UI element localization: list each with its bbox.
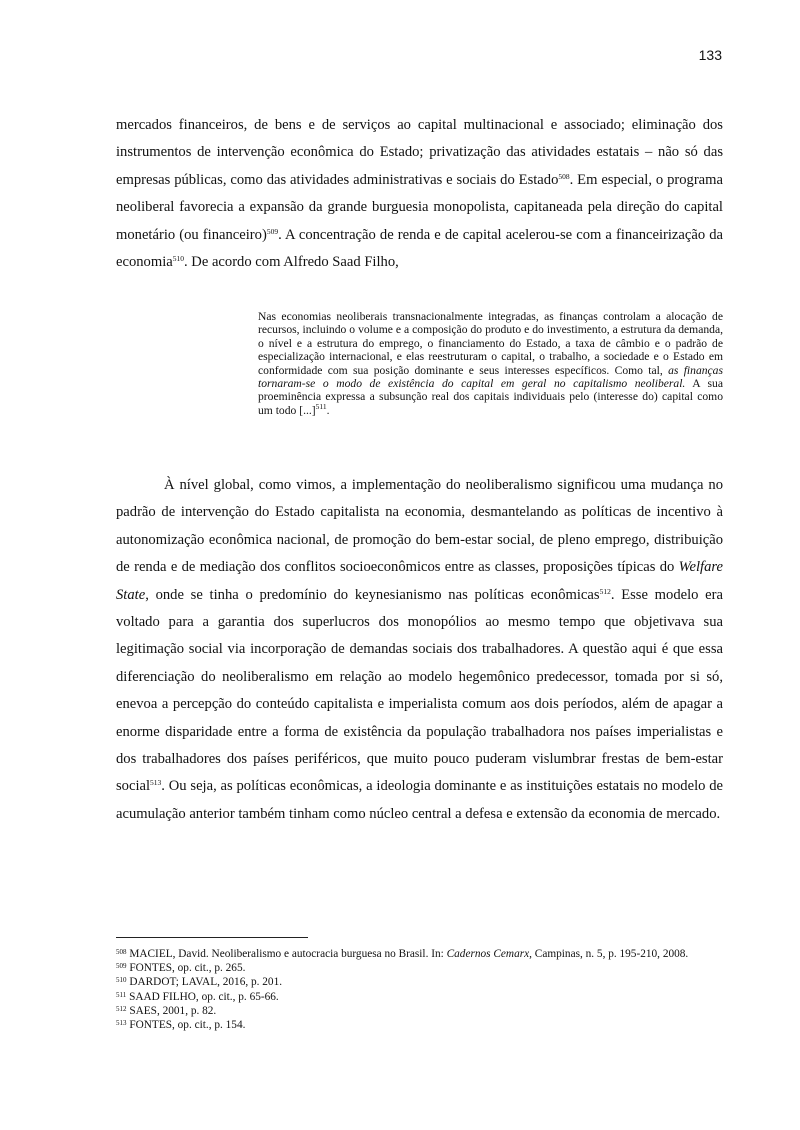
paragraph-1-text-4: . De acordo com Alfredo Saad Filho, [183,254,399,271]
footnote-ref-508[interactable]: 508 [558,171,570,181]
paragraph-1 [116,112,723,276]
paragraph-2-text-3: . Esse modelo era voltado para a garantia dos superlucros dos monopólios ao mesmo tempo que objetivava sua legitimação social via incorporação de demandas sociais dos trabalhadores. A questão aqui é que essa diferenciação do neoliberalismo em relação ao modelo hegemônico predecessor, tomada por si só, enevoa a percepção do conteúdo capitalista e imperialista comum aos dois períodos, além de apagar a enorme disparidade entre a forma de existência da população trabalhadora nos países imperialistas e dos trabalhadores dos países periféricos, que muito pouco puderam vislumbrar frestas de bem-estar social [116,586,723,795]
quote-text-2: A sua proeminência expressa a subsunção real dos capitais individuais pelo (interesse do) capital como um todo [...] [258,377,723,417]
footnote-text: SAES, 2001, p. 82. [126,1004,217,1017]
quote-text-1: Nas economias neoliberais transnacionalmente integradas, as finanças controlam a alocação de recursos, incluindo o volume e a composição do produto e do investimento, a estrutura da demanda, o nível e a estrutura do emprego, o financiamento do Estado, a taxa de câmbio e o padrão de especialização internacional, e elas reestruturam o capital, o trabalho, a sociedade e o Estado em conformidade com sua posição dominante e seus interesses específicos. Como tal, [258,310,723,377]
footnote-510 [116,974,723,988]
footnote-number: 510 [116,976,127,985]
footnote-text-2: Campinas, n. 5, p. 195-210, 2008. [531,948,689,960]
footnote-text: FONTES, op. cit., p. 265. [126,962,246,975]
footnote-ref-511[interactable]: 511 [315,401,327,411]
footnote-text: SAAD FILHO, op. cit., p. 65-66. [126,990,279,1003]
quote-text-3: . [326,403,330,417]
footnote-emphasis: Cadernos Cemarx, [446,948,532,960]
footnote-number: 511 [116,990,127,999]
footnote-508 [116,946,723,960]
footnote-ref-512[interactable]: 512 [599,586,611,596]
footnote-text: MACIEL, David. Neoliberalismo e autocracia burguesa no Brasil. In: [126,948,447,960]
paragraph-2-text-1: À nível global, como vimos, a implementação do neoliberalismo significou uma mudança no padrão de intervenção do Estado capitalista na economia, desmantelando as políticas de incentivo à autonomização econômica nacional, de promoção do bem-estar social, de pleno emprego, distribuição de renda e de mediação dos conflitos socioeconômicos entre as classes, proposições típicas do [116,477,723,576]
footnote-509 [116,960,723,974]
paragraph-2-emphasis: Welfare State [116,559,723,603]
footnote-511 [116,989,723,1003]
footnote-number: 509 [116,962,127,971]
footnote-separator [116,937,308,938]
footnote-text: DARDOT; LAVAL, 2016, p. 201. [126,976,283,989]
paragraph-1-text-1: mercados financeiros, de bens e de serviços ao capital multinacional e associado; eliminação dos instrumentos de intervenção econômica do Estado; privatização das atividades estatais – não só das empresas públicas, como das atividades administrativas e sociais do Estado [116,117,723,188]
footnotes [116,946,723,1031]
footnote-text: FONTES, op. cit., p. 154. [126,1019,246,1032]
footnote-ref-510[interactable]: 510 [172,254,184,264]
footnote-513 [116,1017,723,1031]
footnote-512 [116,1003,723,1017]
paragraph-2-text-2: , onde se tinha o predomínio do keynesianismo nas políticas econômicas [145,586,600,603]
paragraph-2-text-4: . Ou seja, as políticas econômicas, a ideologia dominante e as instituições estatais no modelo de acumulação anterior também tinham como núcleo central a defesa e extensão da economia de mercado. [116,778,723,822]
footnote-number: 508 [116,948,127,956]
footnote-ref-509[interactable]: 509 [266,226,279,236]
footnote-ref-513[interactable]: 513 [150,778,162,788]
quote-emphasis: as finanças tornaram-se o modo de existência do capital em geral no capitalismo neoliberal. [258,363,723,391]
page-number: 133 [698,47,722,63]
paragraph-1-text-2: . Em especial, o programa neoliberal favorecia a expansão da grande burguesia monopolista, capitaneada pela direção do capital monetário (ou financeiro) [116,171,723,243]
footnote-number: 512 [116,1004,127,1013]
block-quote [258,310,723,417]
paragraph-1-text-3: . A concentração de renda e de capital acelerou-se com a financeirização da economia [116,226,723,271]
footnote-number: 513 [116,1019,127,1028]
paragraph-2 [116,472,723,828]
